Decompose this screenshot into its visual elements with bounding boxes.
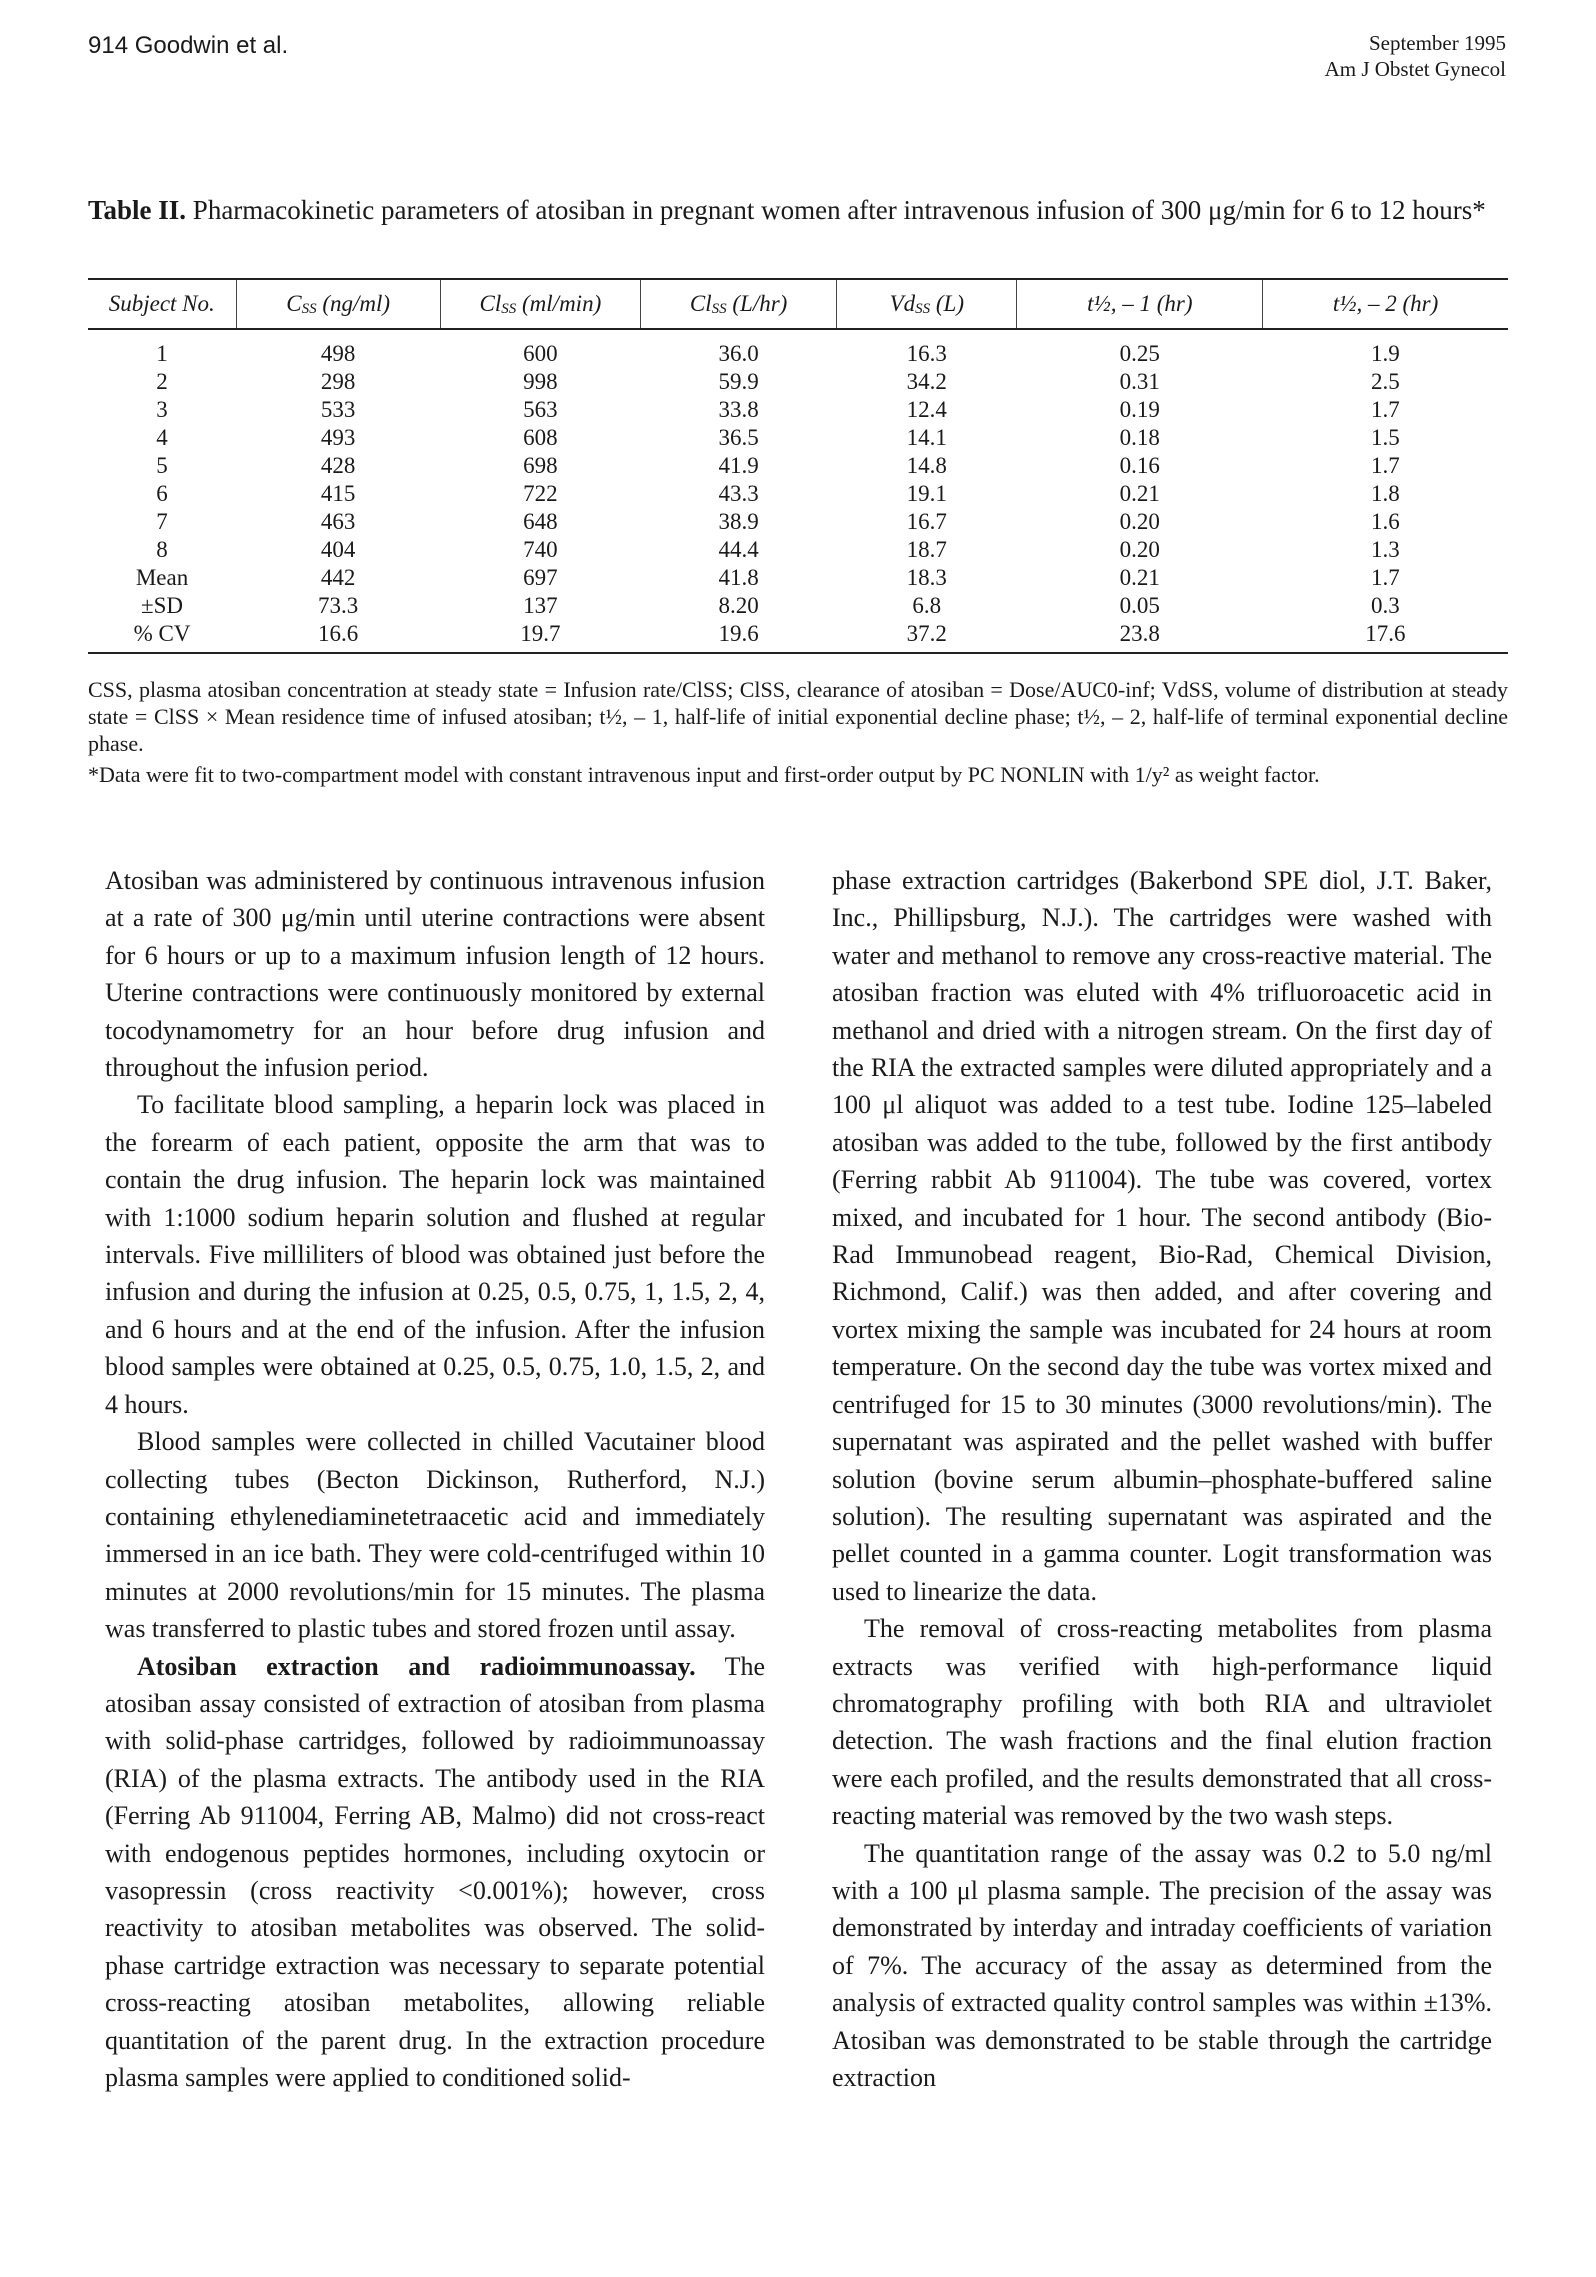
table-cell: 18.7 (906, 537, 947, 562)
table-cell: 0.3 (1370, 593, 1400, 618)
table-cell: 19.6 (641, 620, 837, 653)
table-cell: 8.20 (718, 593, 759, 618)
paragraph-text: The atosiban assay consisted of extraction of atosiban from plasma with solid-phase cartridges, followed by radioimmunoassay (RIA) of the plasma extracts. The antibody used in the RIA (Ferring Ab 911004, Ferring AB, Malmo) did not cross-react with endogenous peptides hormones, including oxytocin or vasopressin (cross reactivity <0.001%); however, cross reactivity to atosiban metabolites was observed. The solid-phase cartridge extraction was necessary to separate potential cross-reacting atosiban metabolites, allowing reliable quantitation of the parent drug. In the extraction procedure plasma samples were applied to conditioned solid- (105, 1651, 765, 2092)
paragraph: Atosiban was administered by continuous intravenous infusion at a rate of 300 μg/min until uterine contractions were absent for 6 hours or up to a maximum infusion length of 12 hours. Uterine contractions were continuously monitored by external tocodynamometry for an hour before drug infusion and throughout the infusion period. (105, 866, 765, 1083)
issue-date: September 1995 (1368, 31, 1506, 55)
section-heading: Atosiban extraction and radioimmunoassay. (137, 1651, 696, 1681)
table-row-sd (88, 592, 1508, 620)
table-cell: 0.20 (1119, 509, 1160, 534)
table-cell: 1.9 (1370, 341, 1400, 366)
table-footnote-abbreviations: CSS, plasma atosiban concentration at steady state = Infusion rate/ClSS; ClSS, clearance of atosiban = Dose/AUC0-inf; VdSS, volume of distribution at steady state = ClSS × Mean residence time of infused atosiban; t½, – 1, half-life of initial exponential decline phase; t½, – 2, half-life of terminal exponential decline phase. (88, 677, 1508, 756)
paragraph: To facilitate blood sampling, a heparin lock was placed in the forearm of each patient, opposite the arm that was to contain the drug infusion. The heparin lock was maintained with 1:1000 sodium heparin solution and flushed at regular intervals. Five milliliters of blood was obtained just before the infusion and during the infusion at 0.25, 0.5, 0.75, 1, 1.5, 2, 4, and 6 hours and at the end of the infusion. After the infusion blood samples were obtained at 0.25, 0.5, 0.75, 1.0, 1.5, 2, and 4 hours. (105, 1090, 765, 1419)
table-cell: 1 (156, 341, 168, 366)
table-cell: 0.19 (1119, 397, 1160, 422)
table-cell: 16.7 (906, 509, 947, 534)
table-cell: 1.7 (1370, 565, 1400, 590)
table-cell: 1.7 (1370, 397, 1400, 422)
table-cell: Mean (135, 565, 189, 590)
table-row (88, 368, 1508, 396)
table-cell: 59.9 (718, 369, 759, 394)
table-label: Table II. (88, 195, 187, 225)
table-cell: 1.5 (1370, 425, 1400, 450)
paragraph-extraction (105, 1648, 765, 2097)
table-cell: 8 (156, 537, 168, 562)
col-header-subject: Subject No. (88, 279, 236, 329)
table-row-cv (88, 620, 1508, 653)
table-caption (88, 193, 1508, 228)
table-cell: 404 (320, 537, 356, 562)
table-cell: 43.3 (718, 481, 759, 506)
table-cell: 1.8 (1370, 481, 1400, 506)
table-cell: 36.5 (718, 425, 759, 450)
paragraph: Blood samples were collected in chilled Vacutainer blood collecting tubes (Becton Dickinson, Rutherford, N.J.) containing ethylenediaminetetraacetic acid and immediately immersed in an ice bath. They were cold-centrifuged within 10 minutes at 2000 revolutions/min for 15 minutes. The plasma was transferred to plastic tubes and stored frozen until assay. (105, 1427, 765, 1644)
table-cell: 648 (523, 509, 558, 534)
col-header-thalf-1: t½, – 1 (hr) (1017, 279, 1263, 329)
table-cell: 41.9 (718, 453, 759, 478)
table-cell: 4 (156, 425, 168, 450)
table-cell: 698 (523, 453, 558, 478)
col-header-css: CSS (ng/ml) (236, 279, 440, 329)
running-header-left: 914 Goodwin et al. (88, 32, 289, 59)
table-cell: 563 (523, 397, 558, 422)
table-cell: 0.18 (1119, 425, 1160, 450)
col-header-vdss: VdSS (L) (837, 279, 1017, 329)
table-cell: 3 (156, 397, 168, 422)
table-cell: 17.6 (1263, 620, 1508, 653)
table-cell: 600 (523, 341, 558, 366)
table-cell: 463 (320, 509, 356, 534)
table-cell: 19.1 (906, 481, 947, 506)
table-cell: 1.7 (1370, 453, 1400, 478)
table-header-row (88, 279, 1508, 329)
table-cell: 998 (523, 369, 558, 394)
body-column-left (105, 862, 765, 2096)
table-cell: 16.6 (236, 620, 440, 653)
paragraph: The removal of cross-reacting metabolites from plasma extracts was verified with high-performance liquid chromatography profiling with both RIA and ultraviolet detection. The wash fractions and the final elution fraction were each profiled, and the results demonstrated that all cross-reacting material was removed by the two wash steps. (832, 1614, 1492, 1831)
table-cell: 2.5 (1370, 369, 1400, 394)
col-header-clss-l: ClSS (L/hr) (641, 279, 837, 329)
table-row (88, 452, 1508, 480)
table-cell: 44.4 (718, 537, 759, 562)
table-cell: 608 (523, 425, 558, 450)
table-cell: 740 (523, 537, 558, 562)
table-cell: 0.31 (1119, 369, 1160, 394)
col-header-thalf-2: t½, – 2 (hr) (1263, 279, 1508, 329)
table-cell: 1.3 (1370, 537, 1400, 562)
table-cell: 5 (156, 453, 168, 478)
table-cell: 14.1 (906, 425, 947, 450)
table-cell: 19.7 (440, 620, 640, 653)
table-cell: 722 (523, 481, 558, 506)
table-cell: 498 (320, 341, 356, 366)
table-cell: 14.8 (906, 453, 947, 478)
table-cell: 16.3 (906, 341, 947, 366)
table-cell: 533 (320, 397, 356, 422)
table-cell: ±SD (141, 593, 184, 618)
running-header-right (1325, 30, 1506, 82)
table-row (88, 329, 1508, 368)
table-cell: 23.8 (1017, 620, 1263, 653)
table-cell: 0.21 (1119, 565, 1160, 590)
table-cell: 2 (156, 369, 168, 394)
table-cell: 493 (320, 425, 356, 450)
table-cell: 6 (156, 481, 168, 506)
table-cell: 1.6 (1370, 509, 1400, 534)
table-cell: 428 (320, 453, 356, 478)
table-cell: 73.3 (318, 593, 359, 618)
table-cell: 442 (320, 565, 356, 590)
table-cell: 6.8 (912, 593, 942, 618)
table-cell: 41.8 (718, 565, 759, 590)
table-cell: 18.3 (906, 565, 947, 590)
table-cell: 0.20 (1119, 537, 1160, 562)
table-cell: 7 (156, 509, 168, 534)
table-cell: 0.25 (1119, 341, 1160, 366)
table-cell: 0.05 (1119, 593, 1160, 618)
table-cell: 36.0 (718, 341, 759, 366)
table-cell: 0.21 (1119, 481, 1160, 506)
table-footnote-model: *Data were fit to two-compartment model with constant intravenous input and first-order output by PC NONLIN with 1/y² as weight factor. (88, 762, 1320, 787)
table-cell: 37.2 (837, 620, 1017, 653)
table-footnotes (88, 676, 1508, 792)
pharmacokinetic-table (88, 278, 1508, 654)
table-row (88, 536, 1508, 564)
table-cell: 0.16 (1119, 453, 1160, 478)
table-cell: 697 (523, 565, 558, 590)
table-caption-text: Pharmacokinetic parameters of atosiban in pregnant women after intravenous infusion of 300 μg/min for 6 to 12 hours* (186, 195, 1486, 225)
table-cell: 34.2 (906, 369, 947, 394)
paragraph: phase extraction cartridges (Bakerbond SPE diol, J.T. Baker, Inc., Phillipsburg, N.J.). The cartridges were washed with water and methanol to remove any cross-reactive material. The atosiban fraction was eluted with 4% trifluoroacetic acid in methanol and dried with a nitrogen stream. On the first day of the RIA the extracted samples were diluted appropriately and a 100 μl aliquot was added to a test tube. Iodine 125–labeled atosiban was added to the tube, followed by the first antibody (Ferring rabbit Ab 911004). The tube was covered, vortex mixed, and incubated for 1 hour. The second antibody (Bio-Rad Immunobead reagent, Bio-Rad, Chemical Division, Richmond, Calif.) was then added, and after covering and vortex mixing the sample was incubated for 24 hours at room temperature. On the second day the tube was vortex mixed and centrifuged for 15 to 30 minutes (3000 revolutions/min). The supernatant was aspirated and the pellet washed with buffer solution (bovine serum albumin–phosphate-buffered saline solution). The resulting supernatant was aspirated and the pellet counted in a gamma counter. Logit transformation was used to linearize the data. (832, 866, 1492, 1606)
paragraph: The quantitation range of the assay was 0.2 to 5.0 ng/ml with a 100 μl plasma sample. The precision of the assay was demonstrated by interday and intraday coefficients of variation of 7%. The accuracy of the assay as determined from the analysis of extracted quality control samples was within ±13%. Atosiban was demonstrated to be stable through the cartridge extraction (832, 1838, 1492, 2092)
table-cell: % CV (88, 620, 236, 653)
table-cell: 137 (523, 593, 558, 618)
table-row (88, 424, 1508, 452)
body-column-right (832, 862, 1492, 2096)
table-cell: 415 (320, 481, 356, 506)
table-row (88, 396, 1508, 424)
table-row (88, 508, 1508, 536)
table-row (88, 480, 1508, 508)
table-row-mean (88, 564, 1508, 592)
table-cell: 38.9 (718, 509, 759, 534)
journal-name: Am J Obstet Gynecol (1324, 57, 1506, 81)
table-cell: 33.8 (718, 397, 759, 422)
table-cell: 298 (320, 369, 356, 394)
table-cell: 12.4 (906, 397, 947, 422)
col-header-clss-ml: ClSS (ml/min) (440, 279, 640, 329)
